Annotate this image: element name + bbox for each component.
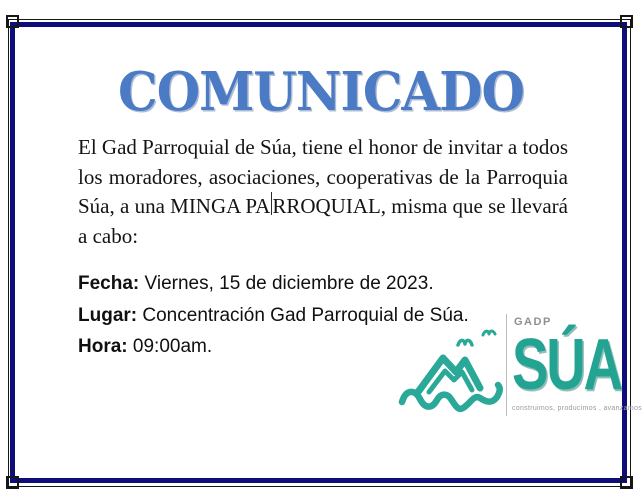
detail-value: Concentración Gad Parroquial de Súa. — [142, 304, 469, 326]
detail-value: Viernes, 15 de diciembre de 2023. — [144, 273, 434, 294]
paragraph-text-after-caret: RROQUIAL, misma que se llevará — [272, 194, 568, 218]
paragraph-text-before-caret: Súa, a una MINGA PA — [78, 194, 271, 218]
detail-line-fecha[interactable] — [78, 268, 469, 300]
border-corner-top-left — [6, 15, 19, 28]
logo-org-label: GADP — [514, 316, 552, 328]
detail-label: Lugar: — [78, 304, 138, 326]
body-paragraph[interactable] — [78, 133, 568, 251]
page-title[interactable]: COMUNICADO — [117, 61, 524, 123]
border-corner-bottom-left — [6, 476, 19, 489]
border-corner-bottom-right — [620, 476, 633, 489]
paragraph-line[interactable]: El Gad Parroquial de Súa, tiene el honor de invitar a todos — [78, 135, 568, 159]
detail-label: Hora: — [78, 336, 128, 357]
logo-slogan: construimos, producimos , avanzamos — [512, 405, 642, 412]
detail-value: 09:00am. — [132, 336, 213, 357]
border-corner-top-right — [620, 15, 633, 28]
paragraph-line[interactable]: los moradores, asociaciones, cooperativas de la Parroquia — [78, 164, 568, 189]
paragraph-line[interactable]: a cabo: — [78, 223, 139, 248]
logo-divider-line — [506, 314, 507, 416]
mountains-waves-icon — [398, 328, 505, 420]
logo-text-block — [512, 316, 642, 412]
paragraph-line[interactable] — [78, 192, 568, 222]
gadp-sua-logo[interactable] — [398, 298, 642, 420]
detail-label: Fecha: — [78, 273, 140, 294]
logo-name: SÚA — [512, 325, 621, 405]
